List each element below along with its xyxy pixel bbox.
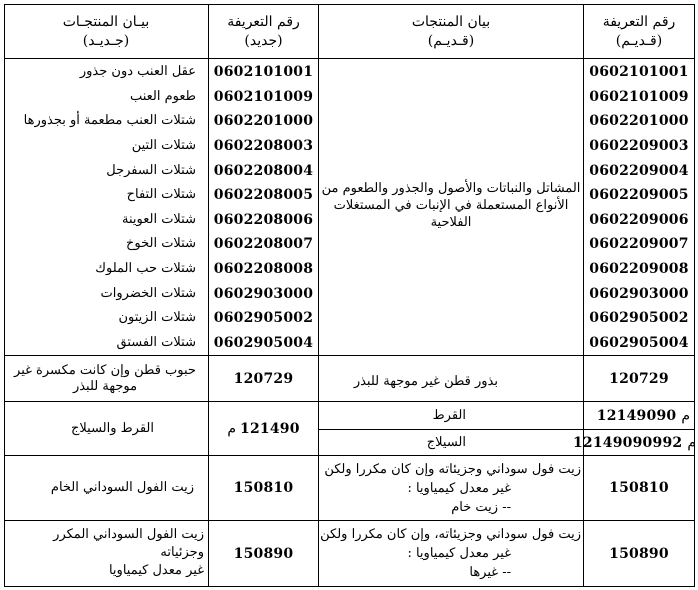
desc-line: الفلاحية [430, 214, 472, 230]
header-line: (قـديـم) [427, 32, 475, 49]
header-line: (جديد) [244, 32, 283, 49]
header-line: رقم التعريفة [602, 13, 676, 30]
new-description-refined-oil [6, 522, 204, 584]
header-line: بيـان المنتجـات [62, 13, 150, 30]
old-description-cotton: بذور قطن غير موجهة للبذر [353, 374, 498, 389]
code-value: 12149090992 [572, 434, 683, 451]
old-code-seedling: 0602903000 [589, 285, 689, 302]
old-code-seedling: 0602905002 [589, 310, 689, 327]
new-code-seedling: 0602905004 [213, 334, 314, 351]
old-description-seedlings [320, 160, 582, 250]
rule [4, 58, 694, 59]
old-code-fodder-silage [572, 430, 698, 455]
new-description-seedling: شتلات الفستق [116, 334, 196, 350]
new-code-seedling: 0602101009 [213, 88, 314, 105]
new-code-seedling: 0602208003 [213, 138, 314, 155]
old-code-seedling: 0602209007 [589, 236, 689, 253]
desc-line: غير معدل كيمياويا : [407, 546, 511, 561]
desc-line: غير معدل كيمياويا [108, 563, 204, 578]
rule [4, 4, 5, 587]
old-code-seedling: 0602905004 [589, 334, 689, 351]
new-code-refined-oil: 150890 [233, 545, 294, 562]
new-code-seedling: 0602208006 [213, 211, 314, 228]
desc-line: زيت فول سوداني وجزيئاته، وإن كان مكررا ولكن [320, 527, 581, 542]
desc-line: المشاتل والنباتات والأصول والجذور والطعوم من [321, 180, 581, 196]
old-description-refined-oil [320, 523, 581, 584]
new-description-seedling: طعوم العنب [129, 88, 196, 104]
code-value: 121490 [240, 420, 300, 437]
old-description-fodder-qart: القرط [432, 407, 466, 423]
new-description-seedling: شتلات التفاح [126, 187, 196, 203]
new-code-seedling: 0602208004 [213, 162, 314, 179]
new-code-seedling: 0602101001 [213, 64, 314, 81]
header-line: (جـديـد) [82, 32, 130, 49]
new-description-fodder: القرط والسيلاج [71, 420, 154, 436]
header-new-description [4, 5, 208, 58]
new-code-crude-oil: 150810 [233, 480, 294, 496]
old-description-fodder-silage: السيلاج [426, 434, 466, 450]
new-code-seedling: 0602903000 [213, 285, 314, 302]
new-code-seedling: 0602201000 [213, 113, 314, 130]
rule [4, 586, 694, 587]
old-code-seedling: 0602209006 [589, 211, 689, 228]
code-prefix: م [687, 434, 696, 451]
header-old-description [319, 5, 583, 58]
new-description-seedling: شتلات العوينة [121, 211, 196, 227]
old-code-seedling: 0602101009 [589, 88, 689, 105]
old-code-cotton: 120729 [609, 370, 669, 387]
old-code-seedling: 0602209005 [589, 187, 689, 204]
old-code-fodder-qart [584, 403, 694, 428]
header-new-code [209, 5, 318, 58]
new-code-fodder [209, 402, 318, 455]
header-old-code [584, 5, 694, 58]
new-description-seedling: شتلات العنب مطعمة أو بجذورها [23, 113, 196, 129]
rule [318, 4, 319, 587]
new-code-seedling: 0602905002 [213, 310, 314, 327]
desc-line: -- زيت خام [451, 499, 511, 515]
new-description-seedling: شتلات التين [131, 138, 196, 154]
new-code-cotton: 120729 [233, 370, 294, 387]
old-code-crude-oil: 150810 [609, 480, 669, 496]
old-description-crude-oil [320, 458, 581, 518]
header-line: رقم التعريفة [227, 13, 300, 30]
header-line: بيان المنتجات [411, 13, 491, 30]
old-code-seedling: 0602101001 [589, 64, 689, 81]
new-description-seedling: عقل العنب دون جذور [79, 64, 196, 80]
desc-line: غير معدل كيمياويا : [407, 480, 511, 496]
new-description-seedling: شتلات حب الملوك [95, 261, 196, 277]
desc-line: الأنواع المستعملة في الإنبات في المستغلات [333, 197, 569, 213]
new-description-seedling: شتلات الخضروات [100, 285, 196, 301]
new-description-seedling: شتلات الخوخ [125, 236, 196, 252]
rule [694, 4, 695, 587]
new-description-crude-oil: زيت الفول السوداني الخام [50, 480, 194, 495]
desc-line: زيت الفول السوداني المكرر وجزئياته [53, 527, 204, 560]
old-code-seedling: 0602209004 [589, 162, 689, 179]
desc-line: موجهة للبذر [72, 379, 138, 394]
header-line: (قـديـم) [615, 32, 663, 49]
old-code-seedling: 0602209003 [589, 138, 689, 155]
new-code-seedling: 0602208007 [213, 236, 314, 253]
new-description-seedling: شتلات السفرجل [106, 162, 196, 178]
code-prefix: م [227, 420, 236, 437]
code-value: 12149090 [596, 407, 677, 424]
desc-line: زيت فول سوداني وجزيئاته وإن كان مكررا ولكن [324, 461, 581, 477]
old-code-refined-oil: 150890 [609, 545, 669, 562]
desc-line: -- غيرها [469, 565, 511, 580]
new-description-cotton [6, 360, 204, 398]
new-description-seedling: شتلات الزيتون [118, 310, 196, 326]
old-code-seedling: 0602201000 [589, 113, 689, 130]
new-code-seedling: 0602208008 [213, 261, 314, 278]
new-code-seedling: 0602208005 [213, 187, 314, 204]
code-prefix: م [681, 407, 690, 424]
old-code-seedling: 0602209008 [589, 261, 689, 278]
desc-line: حبوب قطن وإن كانت مكسرة غير [14, 363, 196, 378]
